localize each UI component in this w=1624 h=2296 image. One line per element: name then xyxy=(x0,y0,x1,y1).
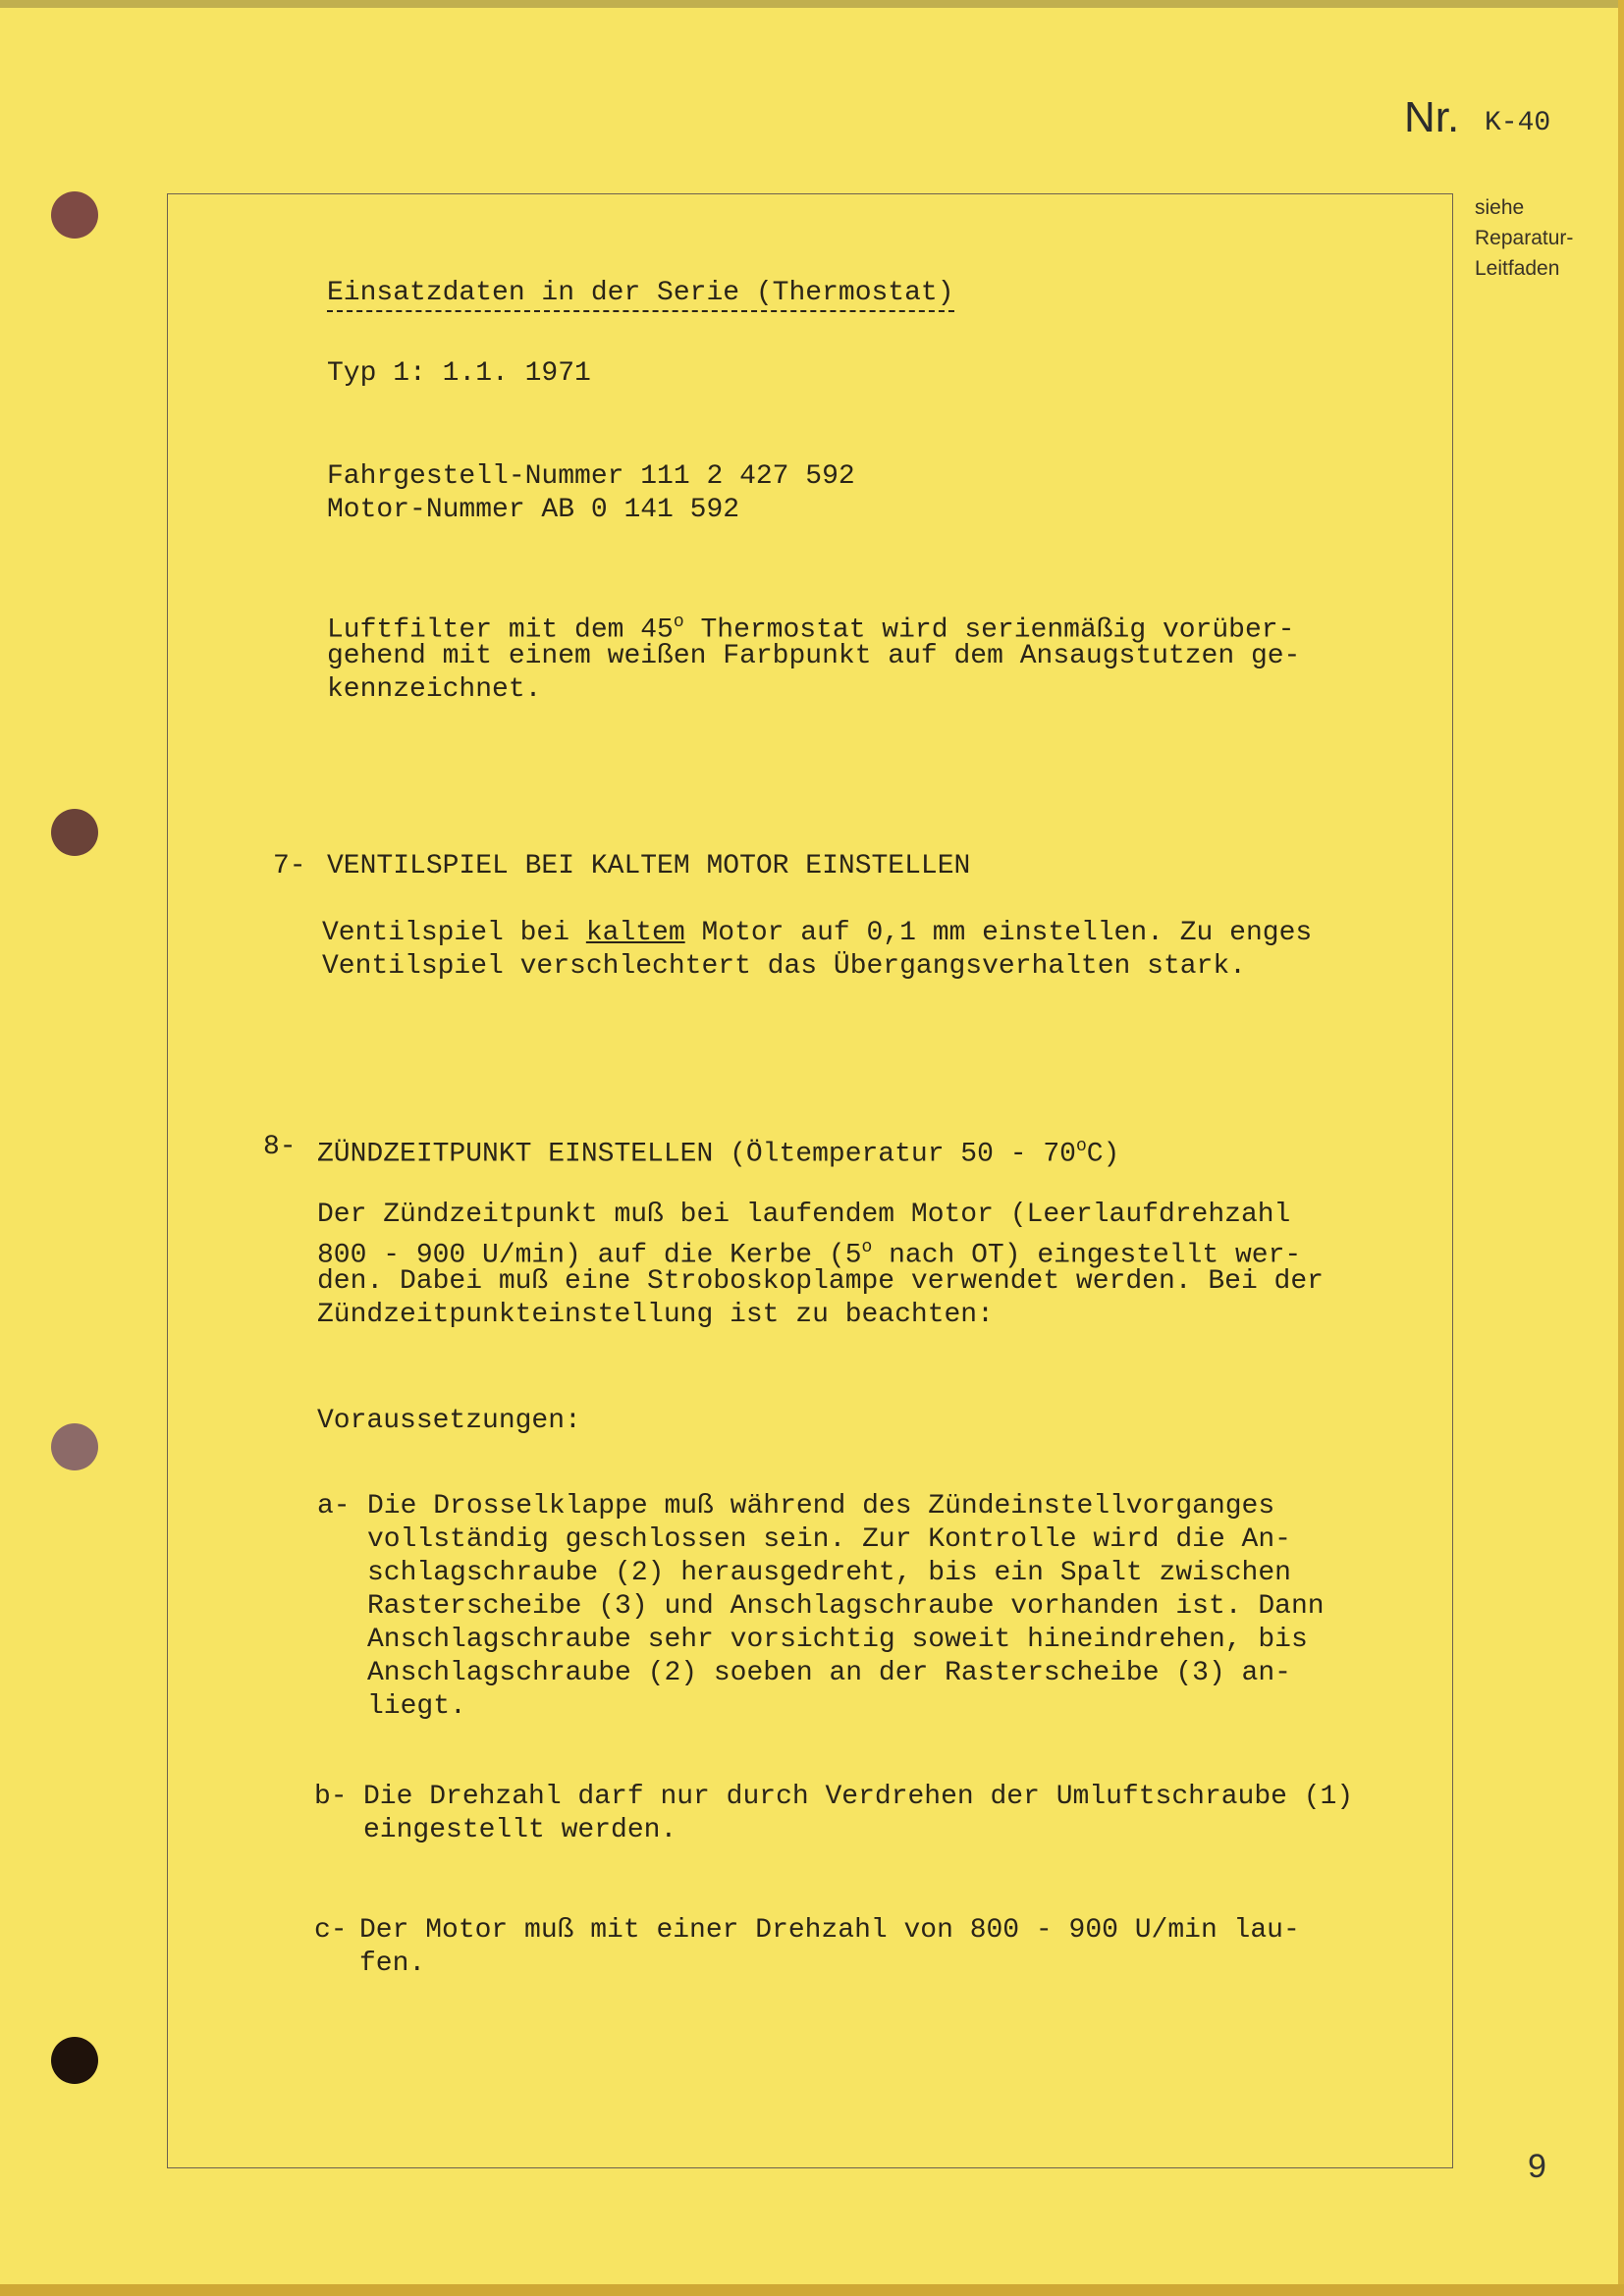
page-number: 9 xyxy=(1528,2148,1546,2185)
page-bottom-edge xyxy=(0,2284,1624,2296)
section-7-line-2: Ventilspiel verschlechtert das Übergangsverhalten stark. xyxy=(322,951,1246,982)
item-a-line: Die Drosselklappe muß während des Zündeinstellvorganges xyxy=(367,1491,1275,1522)
item-a-line: schlagschraube (2) herausgedreht, bis ein Spalt zwischen xyxy=(367,1558,1291,1588)
voraussetzungen-heading: Voraussetzungen: xyxy=(317,1406,581,1436)
item-b-line: Die Drehzahl darf nur durch Verdrehen der Umluftschraube (1) xyxy=(363,1782,1354,1812)
punch-hole xyxy=(51,809,98,856)
degree-sign: o xyxy=(1075,1137,1087,1156)
punch-hole xyxy=(51,2037,98,2084)
section-8-title: ZÜNDZEITPUNKT EINSTELLEN (Öltemperatur 50 - 70$^o$C) xyxy=(317,1137,1120,1170)
side-note-line: siehe xyxy=(1475,196,1525,219)
luftfilter-line-3: kennzeichnet. xyxy=(327,674,542,705)
serie-heading: Einsatzdaten in der Serie (Thermostat) xyxy=(327,277,954,312)
item-a-line: Anschlagschraube sehr vorsichtig soweit hineindrehen, bis xyxy=(367,1625,1308,1655)
section-8-para-line-1: Der Zündzeitpunkt muß bei laufendem Motor (Leerlaufdrehzahl xyxy=(317,1200,1291,1230)
side-note-line: Leitfaden xyxy=(1475,257,1560,280)
page-top-edge xyxy=(0,0,1624,8)
side-note-line: Reparatur- xyxy=(1475,227,1574,249)
item-c-line: Der Motor muß mit einer Drehzahl von 800 - 900 U/min lau- xyxy=(359,1915,1300,1946)
section-8-para-line-2: 800 - 900 U/min) auf die Kerbe (5$^o$ nach OT) eingestellt wer- xyxy=(317,1238,1302,1271)
fahrgestell-number: Fahrgestell-Nummer 111 2 427 592 xyxy=(327,461,855,492)
side-note xyxy=(1475,192,1573,284)
doc-nr-label: Nr. xyxy=(1404,93,1460,141)
typ-line: Typ 1: 1.1. 1971 xyxy=(327,358,591,389)
motor-number: Motor-Nummer AB 0 141 592 xyxy=(327,495,740,525)
degree-sign: o xyxy=(673,613,684,632)
section-8-para-line-3: den. Dabei muß eine Stroboskoplampe verwendet werden. Bei der xyxy=(317,1266,1324,1297)
luftfilter-line-1: Luftfilter mit dem 45$^o$ Thermostat wird serienmäßig vorüber- xyxy=(327,613,1295,646)
luftfilter-line-2: gehend mit einem weißen Farbpunkt auf dem Ansaugstutzen ge- xyxy=(327,641,1301,671)
page-right-edge xyxy=(1618,0,1624,2296)
section-7-number: 7- xyxy=(273,851,306,881)
item-a-line: liegt. xyxy=(367,1691,466,1722)
section-8-number: 8- xyxy=(263,1132,297,1162)
item-b-marker: b- xyxy=(314,1782,348,1812)
degree-sign: o xyxy=(861,1238,873,1257)
punch-hole xyxy=(51,1423,98,1470)
item-c-marker: c- xyxy=(314,1915,348,1946)
item-a-marker: a- xyxy=(317,1491,351,1522)
item-b-line: eingestellt werden. xyxy=(363,1815,677,1845)
punch-hole xyxy=(51,191,98,239)
item-a-line: vollständig geschlossen sein. Zur Kontrolle wird die An- xyxy=(367,1524,1291,1555)
section-8-para-line-4: Zündzeitpunkteinstellung ist zu beachten: xyxy=(317,1300,994,1330)
item-a-line: Anschlagschraube (2) soeben an der Rasterscheibe (3) an- xyxy=(367,1658,1291,1688)
item-a-line: Rasterscheibe (3) und Anschlagschraube vorhanden ist. Dann xyxy=(367,1591,1325,1622)
emphasis-kaltem: kaltem xyxy=(585,918,685,948)
section-7-title: VENTILSPIEL BEI KALTEM MOTOR EINSTELLEN xyxy=(327,851,971,881)
doc-code: K-40 xyxy=(1485,108,1551,138)
section-7-line-1: Ventilspiel bei kaltem Motor auf 0,1 mm einstellen. Zu enges xyxy=(322,918,1313,948)
item-c-line: fen. xyxy=(359,1949,426,1979)
